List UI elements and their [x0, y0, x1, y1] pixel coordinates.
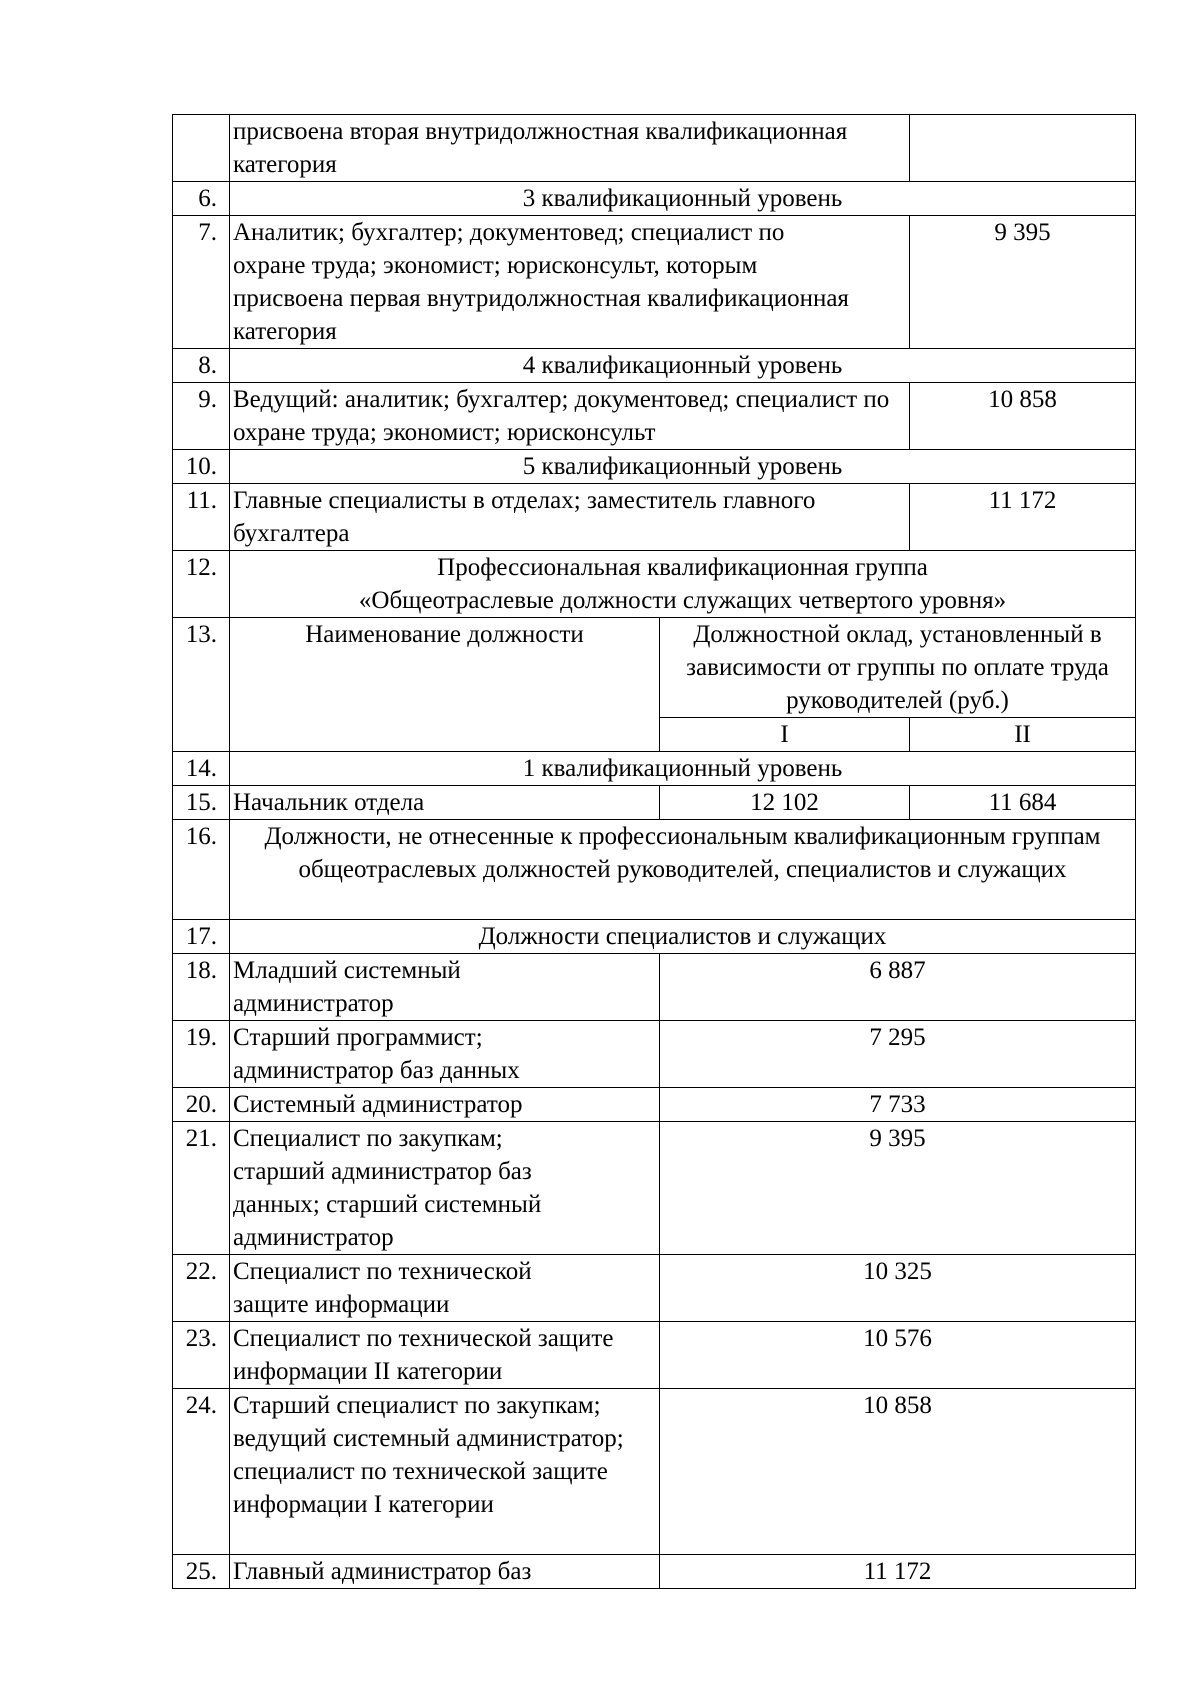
position-name: Старший специалист по закупкам; ведущий системный администратор; специалист по технической защите информации I категории	[230, 1389, 660, 1555]
column-header-salary: Должностной оклад, установленный в зависимости от группы по оплате труда руководителей (руб.)	[660, 618, 1136, 718]
group-title-line: «Общеотраслевые должности служащих четвертого уровня»	[358, 587, 1007, 614]
table-row	[173, 1122, 1136, 1255]
qualification-level-header: 1 квалификационный уровень	[230, 752, 1136, 786]
salary-value: 10 576	[660, 1322, 1136, 1389]
table-row	[173, 182, 1136, 216]
salary-value: 7 295	[660, 1021, 1136, 1088]
table-row	[173, 115, 1136, 182]
row-number: 10.	[173, 450, 230, 484]
table-row	[173, 1088, 1136, 1122]
row-number: 24.	[173, 1389, 230, 1555]
row-number: 14.	[173, 752, 230, 786]
table-row	[173, 1255, 1136, 1322]
salary-value: 9 395	[910, 216, 1136, 349]
salary-table-page	[172, 114, 1135, 1589]
table-row	[173, 1322, 1136, 1389]
position-name: Аналитик; бухгалтер; документовед; специалист по охране труда; экономист; юрисконсульт, которым присвоена первая внутридолжностная квалификационная категория	[230, 216, 910, 349]
position-name: Начальник отдела	[230, 786, 660, 820]
table-row	[173, 216, 1136, 349]
qualification-level-header: 5 квалификационный уровень	[230, 450, 1136, 484]
row-number: 17.	[173, 920, 230, 954]
column-header-group-I: I	[660, 718, 910, 752]
row-number: 22.	[173, 1255, 230, 1322]
table-row	[173, 786, 1136, 820]
row-number: 20.	[173, 1088, 230, 1122]
row-number: 8.	[173, 349, 230, 383]
position-name: Младший системный администратор	[230, 954, 660, 1021]
position-name: Главный администратор баз	[230, 1555, 660, 1589]
section-header: Должности специалистов и служащих	[230, 920, 1136, 954]
salary-table	[172, 114, 1136, 1589]
table-row	[173, 954, 1136, 1021]
table-row	[173, 1021, 1136, 1088]
salary-value-group-II: 11 684	[910, 786, 1136, 820]
salary-value: 6 887	[660, 954, 1136, 1021]
position-name: Главные специалисты в отделах; заместитель главного бухгалтера	[230, 484, 910, 551]
table-row	[173, 820, 1136, 920]
column-header-group-II: II	[910, 718, 1136, 752]
row-number: 6.	[173, 182, 230, 216]
table-row	[173, 349, 1136, 383]
table-row	[173, 1555, 1136, 1589]
row-number: 18.	[173, 954, 230, 1021]
row-number: 11.	[173, 484, 230, 551]
row-number: 25.	[173, 1555, 230, 1589]
position-name: Специалист по технической защите информации II категории	[230, 1322, 660, 1389]
table-row	[173, 752, 1136, 786]
salary-value: 11 172	[910, 484, 1136, 551]
table-row	[173, 383, 1136, 450]
position-name: Системный администратор	[230, 1088, 660, 1122]
table-row	[173, 920, 1136, 954]
salary-value: 11 172	[660, 1555, 1136, 1589]
row-number	[173, 115, 230, 182]
table-row	[173, 484, 1136, 551]
row-number: 21.	[173, 1122, 230, 1255]
position-name: присвоена вторая внутридолжностная квалификационная категория	[230, 115, 910, 182]
position-name: Ведущий: аналитик; бухгалтер; документовед; специалист по охране труда; экономист; юрисконсульт	[230, 383, 910, 450]
table-row	[173, 1389, 1136, 1555]
salary-value: 10 858	[910, 383, 1136, 450]
professional-group-header	[230, 551, 1136, 618]
salary-value: 7 733	[660, 1088, 1136, 1122]
row-number: 7.	[173, 216, 230, 349]
table-row	[173, 551, 1136, 618]
position-name: Старший программист; администратор баз данных	[230, 1021, 660, 1088]
row-number: 12.	[173, 551, 230, 618]
salary-value-group-I: 12 102	[660, 786, 910, 820]
column-header-position: Наименование должности	[230, 618, 660, 752]
qualification-level-header: 3 квалификационный уровень	[230, 182, 1136, 216]
salary-value: 9 395	[660, 1122, 1136, 1255]
row-number: 23.	[173, 1322, 230, 1389]
group-title-line: Профессиональная квалификационная группа	[437, 554, 928, 581]
salary-value: 10 858	[660, 1389, 1136, 1555]
row-number: 15.	[173, 786, 230, 820]
row-number: 9.	[173, 383, 230, 450]
salary-value	[910, 115, 1136, 182]
section-header: Должности, не отнесенные к профессиональным квалификационным группам общеотраслевых должностей руководителей, специалистов и служащих	[230, 820, 1136, 920]
table-header-row	[173, 618, 1136, 718]
row-number: 16.	[173, 820, 230, 920]
table-row	[173, 450, 1136, 484]
row-number: 19.	[173, 1021, 230, 1088]
position-name: Специалист по закупкам; старший администратор баз данных; старший системный администратор	[230, 1122, 660, 1255]
salary-value: 10 325	[660, 1255, 1136, 1322]
qualification-level-header: 4 квалификационный уровень	[230, 349, 1136, 383]
position-name: Специалист по технической защите информации	[230, 1255, 660, 1322]
row-number: 13.	[173, 618, 230, 752]
